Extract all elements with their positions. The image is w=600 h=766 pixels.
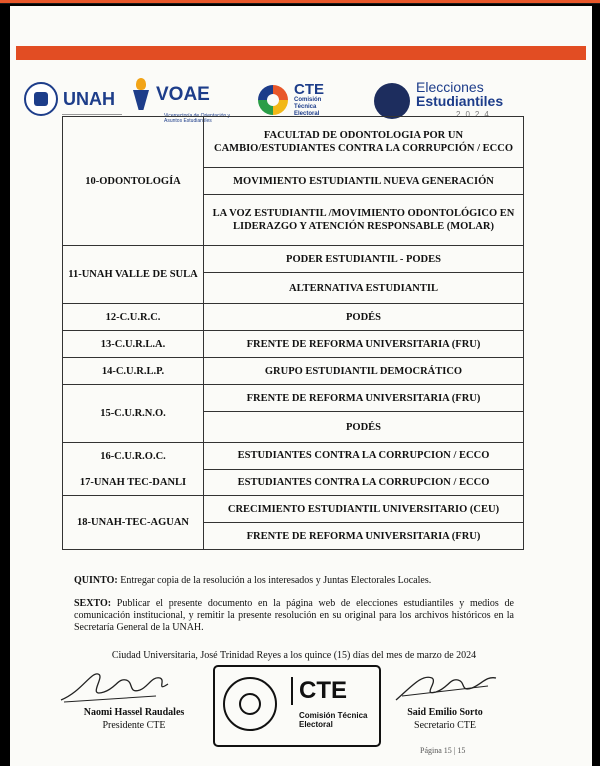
stamp-line2: Electoral [299,720,333,729]
front-cell: ESTUDIANTES CONTRA LA CORRUPCION / ECCO [204,469,524,496]
voae-logo-text: VOAE [156,84,210,105]
voae-subtitle: Vicerrectoría de Orientación y Asuntos Estudiantiles [164,113,231,124]
front-cell: FACULTAD DE ODONTOLOGIA POR UN CAMBIO/ESTUDIANTES CONTRA LA CORRUPCIÓN / ECCO [204,117,524,168]
left-signature-icon [56,662,176,706]
front-cell: PODÉS [204,304,524,331]
right-signature-icon [392,666,502,706]
quinto-paragraph [74,575,514,587]
front-cell: PODÉS [204,412,524,443]
front-cell: GRUPO ESTUDIANTIL DEMOCRÁTICO [204,358,524,385]
front-cell: ESTUDIANTES CONTRA LA CORRUPCION / ECCO [204,443,524,470]
front-cell: FRENTE DE REFORMA UNIVERSITARIA (FRU) [204,385,524,412]
sexto-text: Publicar el presente documento en la página web de elecciones estudiantiles y medios de comunicación institucional, y remitir la presente resolución en su original para los archivos históricos en la Secretaría General de la UNAH. [74,598,514,633]
right-signature-block [390,706,500,732]
elecciones-year: 2024 [456,110,494,119]
cte-stamp [213,665,381,747]
sexto-label: SEXTO: [74,598,112,609]
quinto-label: QUINTO: [74,575,118,586]
unit-cell: 11-UNAH VALLE DE SULA [63,246,204,304]
front-cell: FRENTE DE REFORMA UNIVERSITARIA (FRU) [204,331,524,358]
cte-subtitle: Comisión Técnica Electoral [294,97,322,117]
stamp-subtitle [299,711,367,729]
unit-cell: 14-C.U.R.L.P. [63,358,204,385]
unit-cell: 12-C.U.R.C. [63,304,204,331]
table-row [63,331,524,358]
top-border [0,0,600,4]
table-row [63,304,524,331]
unit-cell: 18-UNAH-TEC-AGUAN [63,496,204,550]
unit-cell: 17-UNAH TEC-DANLI [63,469,204,496]
header-red-bar [16,46,586,60]
table-row [63,117,524,168]
gear-icon [258,85,288,115]
page-number: Página 15 | 15 [420,746,466,755]
left-signature-block [64,706,204,732]
front-cell: FRENTE DE REFORMA UNIVERSITARIA (FRU) [204,523,524,550]
elecciones-text: Elecciones [416,79,484,95]
secretary-title: Secretario CTE [414,720,476,731]
quinto-text: Entregar copia de la resolución a los interesados y Juntas Electorales Locales. [117,575,432,586]
torch-icon [130,78,152,112]
front-cell: MOVIMIENTO ESTUDIANTIL NUEVA GENERACIÓN [204,168,524,195]
table-row [63,469,524,496]
table-row [63,358,524,385]
globe-icon [374,83,410,119]
unah-logo-text: UNAH [63,88,115,109]
president-name: Naomi Hassel Raudales [83,707,185,718]
table-row [63,385,524,412]
table-row [63,496,524,523]
cte-logo-text: CTE [294,81,324,98]
table-row [63,443,524,470]
cte-logo [258,82,342,118]
unit-cell: 16-C.U.R.O.C. [63,443,204,470]
front-cell: ALTERNATIVA ESTUDIANTIL [204,273,524,304]
unah-logo [24,82,115,116]
president-title: Presidente CTE [102,720,166,731]
unit-cell: 10-ODONTOLOGÍA [63,117,204,246]
stamp-line1: Comisión Técnica [299,711,368,720]
unah-seal-icon [24,82,58,116]
unit-cell: 15-C.U.R.N.O. [63,385,204,443]
front-cell: LA VOZ ESTUDIANTIL /MOVIMIENTO ODONTOLÓGICO EN LIDERAZGO Y ATENCIÓN RESPONSABLE (MOLAR) [204,195,524,246]
estudiantiles-text: Estudiantiles [416,93,504,109]
voae-logo [130,78,231,124]
place-date-line: Ciudad Universitaria, José Trinidad Reyes a los quince (15) días del mes de marzo de 2024 [111,650,477,661]
table-row [63,246,524,273]
stamp-title: CTE [291,677,347,705]
front-cell: PODER ESTUDIANTIL - PODES [204,246,524,273]
unit-cell: 13-C.U.R.L.A. [63,331,204,358]
front-cell: CRECIMIENTO ESTUDIANTIL UNIVERSITARIO (CEU) [204,496,524,523]
gear-icon [223,677,277,731]
sexto-paragraph [74,598,514,634]
secretary-name: Said Emilio Sorto [407,707,483,718]
